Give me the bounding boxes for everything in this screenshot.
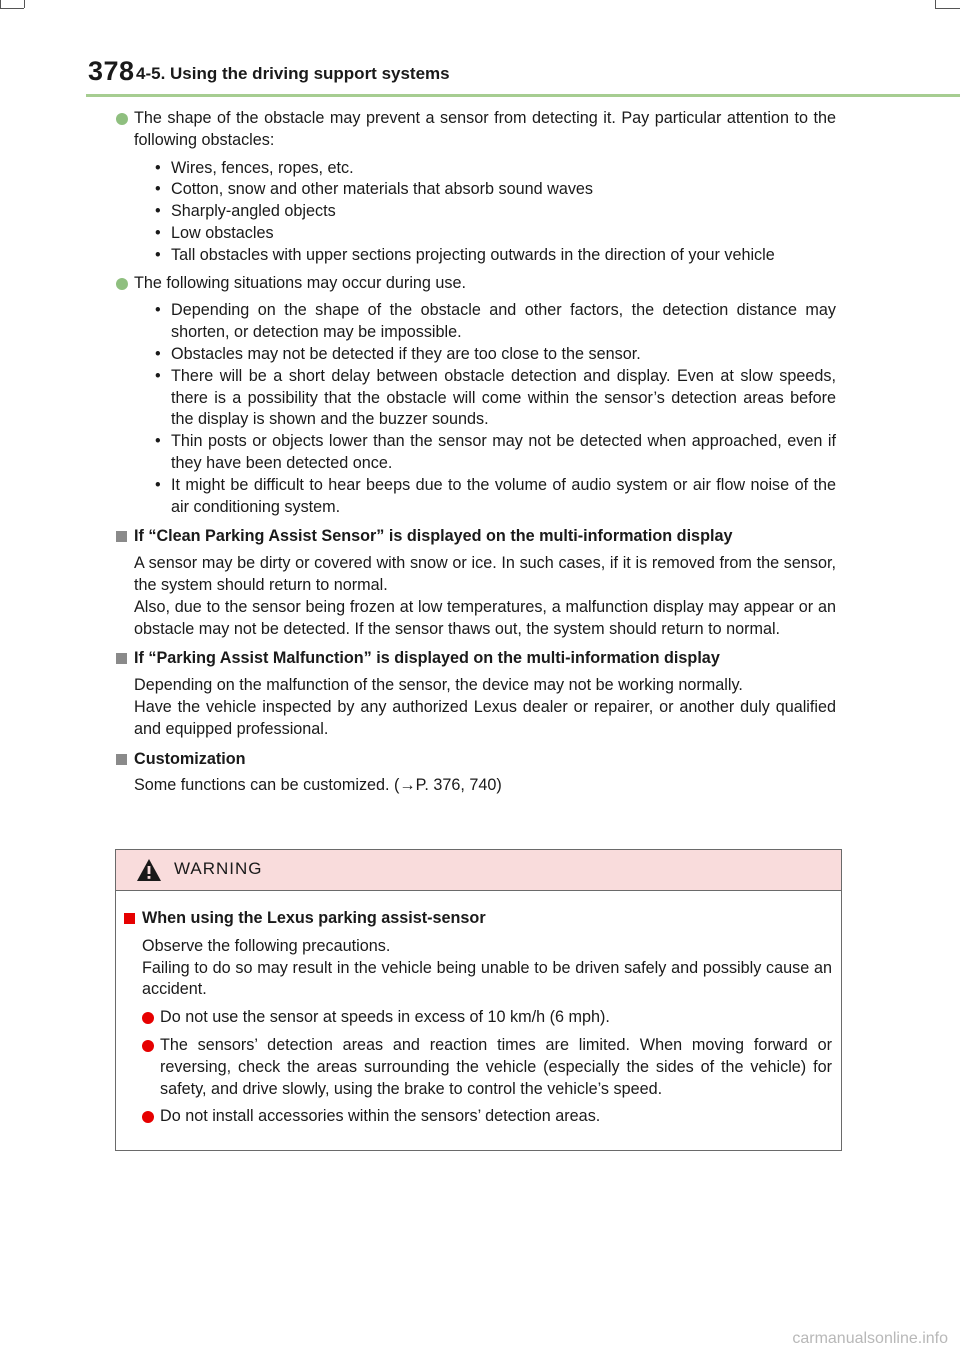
square-bullet-icon <box>116 531 127 542</box>
list-item: • Thin posts or objects lower than the sensor may not be detected when approached, even if they have been detected once. <box>155 432 836 472</box>
sub-list <box>134 300 836 518</box>
dot-bullet-icon: • <box>155 475 161 494</box>
dot-bullet-icon: • <box>155 180 161 199</box>
warning-body <box>124 908 832 1128</box>
dot-bullet-icon: • <box>155 223 161 242</box>
note-item <box>116 108 836 152</box>
list-item: • Tall obstacles with upper sections projecting outwards in the direction of your vehicle <box>134 245 836 267</box>
section-heading: Customization <box>116 749 836 771</box>
body-paragraph: Depending on the malfunction of the sensor, the device may not be working normally. <box>134 676 743 695</box>
note-item <box>116 273 836 295</box>
square-bullet-icon <box>116 653 127 664</box>
list-item: • Sharply-angled objects <box>134 201 836 223</box>
note-text: The following situations may occur during use. <box>134 273 467 292</box>
dot-bullet-icon: • <box>155 366 161 385</box>
dot-bullet-icon: • <box>155 245 161 264</box>
list-item: • Wires, fences, ropes, etc. <box>134 158 836 180</box>
main-content <box>134 108 836 803</box>
circle-bullet-icon <box>142 1111 154 1123</box>
section-malfunction <box>134 648 836 740</box>
warning-heading: When using the Lexus parking assist-sensor <box>124 908 832 930</box>
section-heading: If “Parking Assist Malfunction” is displayed on the multi-information display <box>116 648 836 670</box>
section-customization <box>134 749 836 798</box>
note-text: The shape of the obstacle may prevent a sensor from detecting it. Pay particular attention to the following obstacles: <box>134 109 836 149</box>
dot-bullet-icon: • <box>155 344 161 363</box>
circle-bullet-icon <box>116 113 128 125</box>
dot-bullet-icon: • <box>155 301 161 320</box>
list-item: • Obstacles may not be detected if they are too close to the sensor. <box>134 344 836 366</box>
body-paragraph: Also, due to the sensor being frozen at low temperatures, a malfunction display may appear or an obstacle may not be detected. If the sensor thaws out, the system should return to normal. <box>134 597 836 638</box>
sub-list <box>134 158 836 267</box>
page-number: 378 <box>88 56 135 86</box>
dot-bullet-icon: • <box>155 432 161 451</box>
square-bullet-icon <box>124 913 135 924</box>
list-item: • It might be difficult to hear beeps due to the volume of audio system or air flow noise of the air conditioning system. <box>155 475 836 516</box>
crop-mark <box>0 8 24 9</box>
section-heading: If “Clean Parking Assist Sensor” is displayed on the multi-information display <box>116 526 836 548</box>
warning-item: Do not use the sensor at speeds in excess of 10 km/h (6 mph). <box>124 1007 832 1029</box>
list-item: • Cotton, snow and other materials that absorb sound waves <box>134 179 836 201</box>
warning-item: Do not install accessories within the sensors’ detection areas. <box>124 1106 832 1128</box>
page-header <box>88 52 960 92</box>
warning-intro: Observe the following precautions. Failing to do so may result in the vehicle being unable to be driven safely and possibly cause an accident. <box>142 936 832 999</box>
crop-mark <box>24 0 25 8</box>
warning-title: WARNING <box>174 859 263 878</box>
crop-mark <box>935 8 960 9</box>
cross-reference-text: Some functions can be customized. (→P. 376, 740) <box>134 776 502 795</box>
list-item: • Depending on the shape of the obstacle and other factors, the detection distance may shorten, or detection may be impossible. <box>155 301 836 342</box>
watermark: carmanualsonline.info <box>792 1330 948 1347</box>
circle-bullet-icon <box>142 1040 154 1052</box>
list-item: • There will be a short delay between obstacle detection and display. Even at slow speeds, there is a possibility that the obstacle will come within the sensor’s detection areas before the display is shown and the buzzer sounds. <box>155 366 836 429</box>
warning-box <box>115 849 842 1151</box>
crop-mark <box>935 0 936 8</box>
note-obstacle-shape <box>134 108 836 267</box>
warning-header <box>116 850 841 891</box>
note-situations <box>134 273 836 519</box>
header-rule <box>86 94 960 97</box>
list-item: • Low obstacles <box>134 223 836 245</box>
body-paragraph: Have the vehicle inspected by any authorized Lexus dealer or repairer, or another duly qualified and equipped professional. <box>134 697 836 738</box>
square-bullet-icon <box>116 754 127 765</box>
dot-bullet-icon: • <box>155 158 161 177</box>
circle-bullet-icon <box>142 1012 154 1024</box>
section-title: 4-5. Using the driving support systems <box>136 64 450 83</box>
section-clean-sensor <box>134 526 836 640</box>
warning-item: The sensors’ detection areas and reaction times are limited. When moving forward or reversing, check the areas surrounding the vehicle (especially the sides of the vehicle) for safety, and drive slowly, using the brake to control the vehicle’s speed. <box>124 1035 832 1100</box>
crop-mark <box>0 0 1 8</box>
circle-bullet-icon <box>116 278 128 290</box>
dot-bullet-icon: • <box>155 202 161 221</box>
body-paragraph: A sensor may be dirty or covered with snow or ice. In such cases, if it is removed from the sensor, the system should return to normal. <box>134 554 836 594</box>
warning-triangle-icon <box>136 858 162 882</box>
